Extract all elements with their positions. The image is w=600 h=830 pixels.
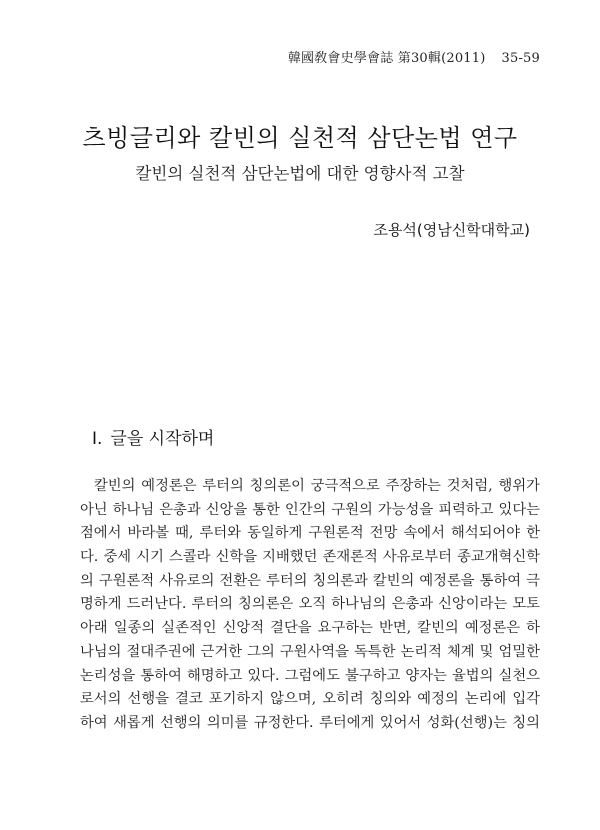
section-number: Ⅰ.: [92, 429, 103, 449]
page-range: 35-59: [501, 51, 540, 66]
section-heading: [92, 424, 214, 449]
running-header: [288, 47, 540, 66]
paper-subtitle: 칼빈의 실천적 삼단논법에 대한 영향사적 고찰: [135, 164, 465, 183]
body-paragraph: [80, 475, 540, 736]
body-line: 점에서 바라볼 때, 루터와 동일하게 구원론적 전망 속에서 해석되어야 한: [80, 525, 540, 542]
author-affiliation: 조용석(영남신학대학교): [373, 221, 530, 239]
body-line: 아닌 하나님 은총과 신앙을 통한 인간의 구원의 가능성을 피력하고 있다는: [80, 501, 540, 518]
body-line: 나님의 절대주권에 근거한 그의 구원사역을 독특한 논리적 체계 및 엄밀한: [80, 643, 540, 660]
body-line: 의 구원론적 사유로의 전환은 루터의 칭의론과 칼빈의 예정론을 통하여 극: [80, 572, 540, 589]
body-line: 로서의 선행을 결코 포기하지 않으며, 오히려 칭의와 예정의 논리에 입각: [80, 691, 540, 708]
body-line: 논리성을 통하여 해명하고 있다. 그럼에도 불구하고 양자는 율법의 실천으: [80, 667, 540, 684]
body-line: 하여 새롭게 선행의 의미를 규정한다. 루터에게 있어서 성화(선행)는 칭의: [80, 714, 540, 731]
body-line: 명하게 드러난다. 루터의 칭의론은 오직 하나님의 은총과 신앙이라는 모토: [80, 596, 540, 613]
body-line: 아래 일종의 실존적인 신앙적 결단을 요구하는 반면, 칼빈의 예정론은 하: [80, 620, 540, 637]
paper-title: 츠빙글리와 칼빈의 실천적 삼단논법 연구: [82, 124, 518, 152]
body-line: 칼빈의 예정론은 루터의 칭의론이 궁극적으로 주장하는 것처럼, 행위가: [94, 478, 540, 494]
section-title: 글을 시작하며: [110, 429, 215, 449]
body-line: 다. 중세 시기 스콜라 신학을 지배했던 존재론적 사유로부터 종교개혁신학: [80, 549, 540, 566]
journal-name: 韓國敎會史學會誌 第30輯(2011): [287, 51, 486, 66]
